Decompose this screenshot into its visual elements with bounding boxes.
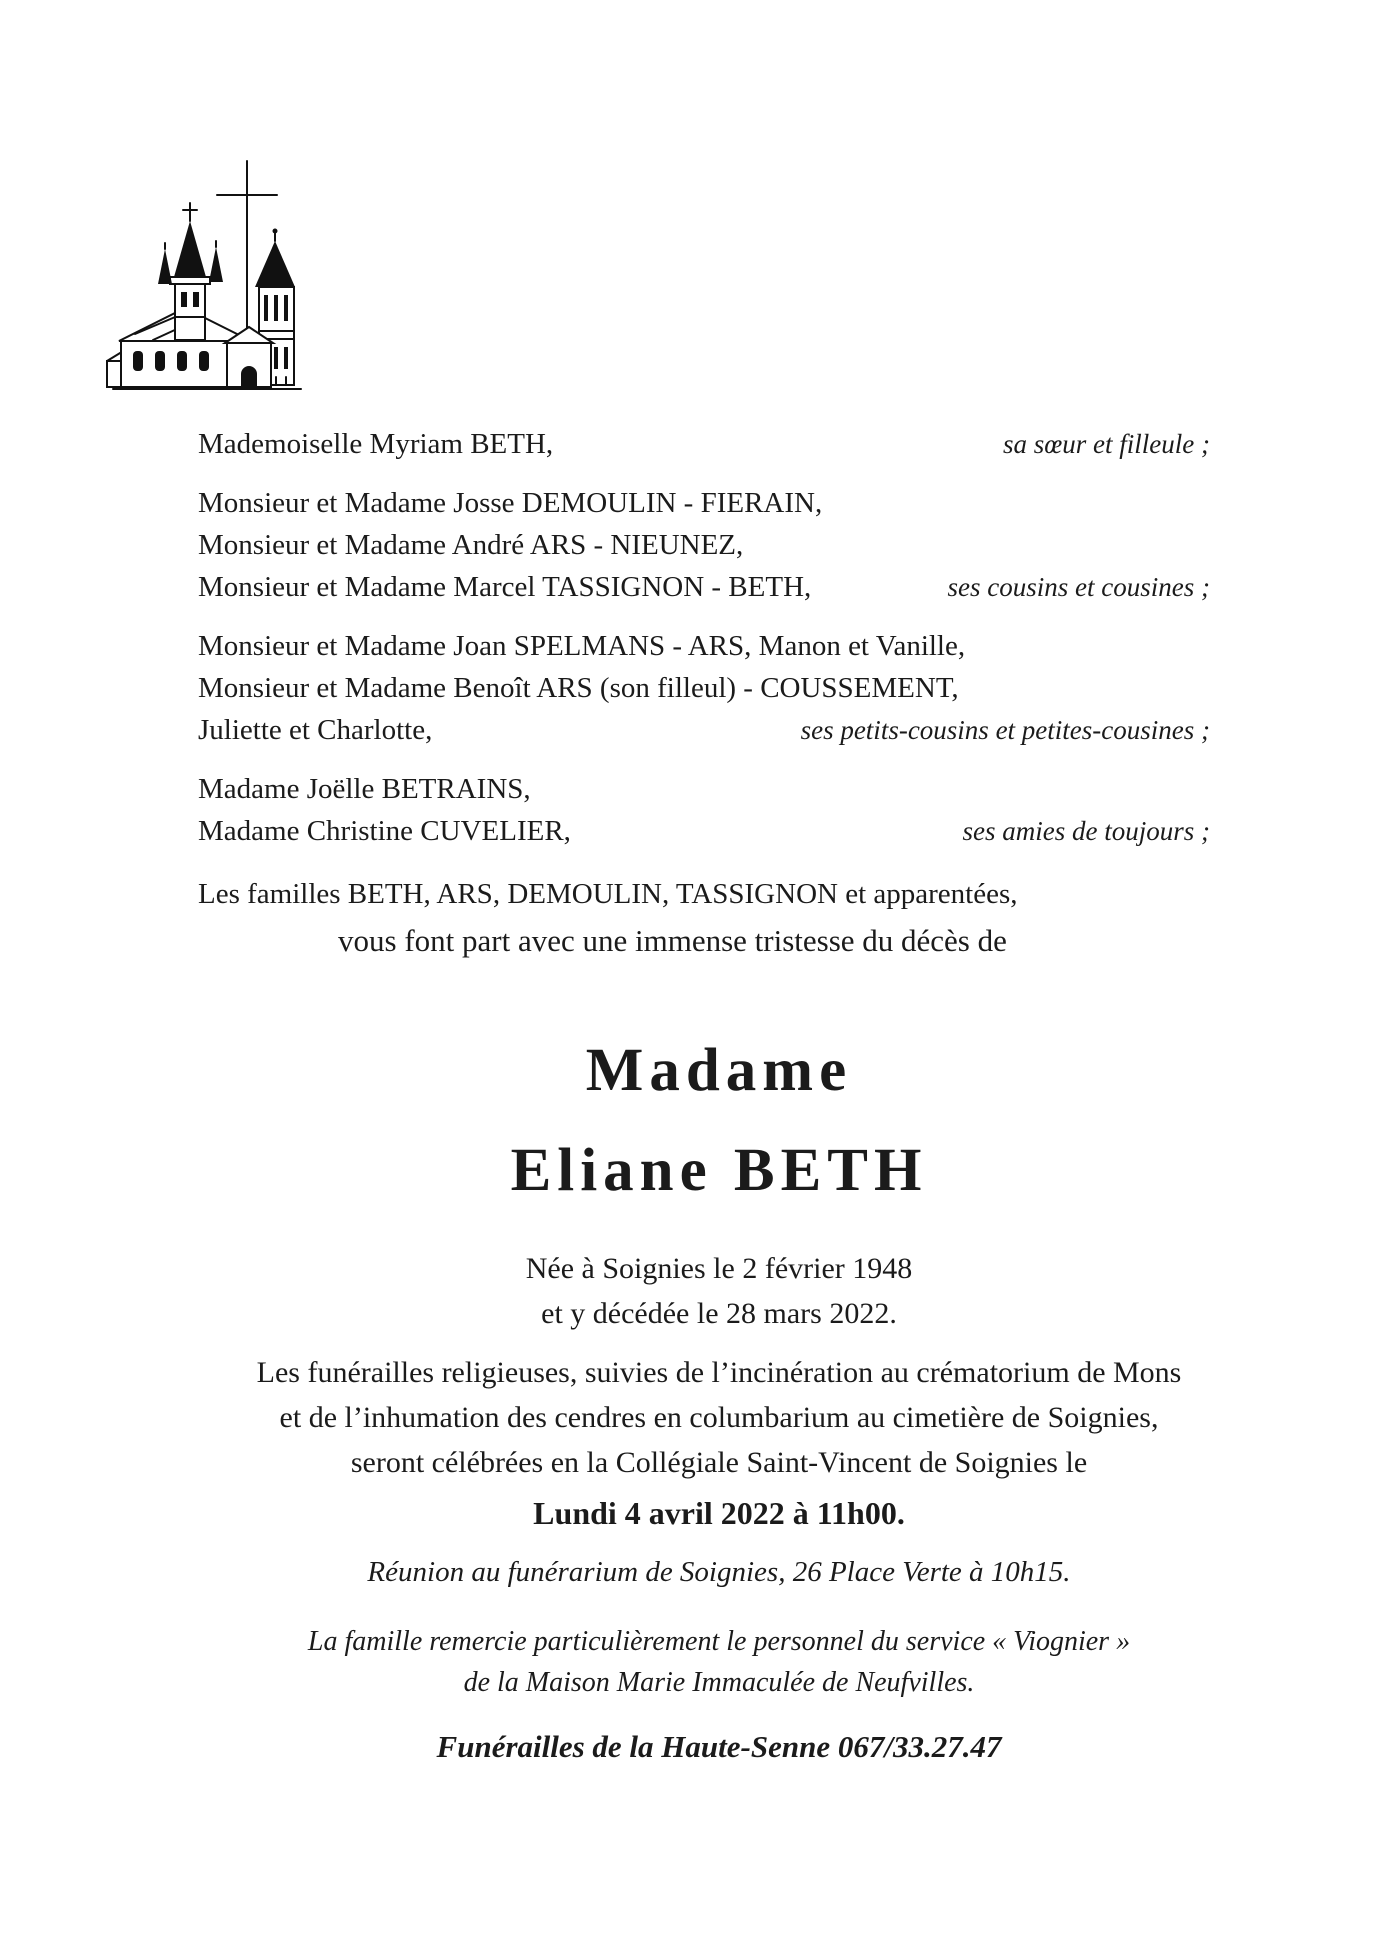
mourner-name: Juliette et Charlotte, (198, 714, 433, 746)
church-engraving-logo (95, 145, 315, 395)
mourner-name: Monsieur et Madame Benoît ARS (son filleul) - COUSSEMENT, (198, 672, 959, 704)
mourner-name: Monsieur et Madame Marcel TASSIGNON - BETH, (198, 571, 812, 603)
mourner-name: Monsieur et Madame Josse DEMOULIN - FIERAIN, (198, 487, 823, 519)
mourner-name: Mademoiselle Myriam BETH, (198, 428, 554, 460)
relation-label: ses amies de toujours ; (962, 816, 1210, 846)
announcement-sentence: vous font part avec une immense tristesse du décès de (338, 923, 1007, 958)
vital-dates (60, 1246, 1378, 1336)
thanks-paragraph (60, 1621, 1378, 1703)
thanks-line: La famille remercie particulièrement le personnel du service « Viognier » (307, 1626, 1131, 1657)
mourner-line (198, 423, 1210, 465)
mourner-line (198, 667, 1210, 709)
mourner-line (198, 566, 1210, 608)
mourner-group-petits-cousins (198, 625, 1210, 751)
mourner-group-sister (198, 423, 1210, 465)
ceremony-line: seront célébrées en la Collégiale Saint-Vincent de Soignies le (350, 1446, 1088, 1479)
thanks-line: de la Maison Marie Immaculée de Neufvilles. (463, 1667, 975, 1698)
mourner-line (198, 524, 1210, 566)
deceased-title: Madame (585, 1037, 853, 1104)
mourner-name: Monsieur et Madame André ARS - NIEUNEZ, (198, 529, 744, 561)
mourner-line (198, 768, 1210, 810)
deceased-name: Eliane BETH (510, 1137, 928, 1204)
mourner-name: Madame Joëlle BETRAINS, (198, 773, 531, 805)
ceremony-date: Lundi 4 avril 2022 à 11h00. (533, 1495, 905, 1531)
mourner-name: Monsieur et Madame Joan SPELMANS - ARS, Manon et Vanille, (198, 630, 966, 662)
death-line: et y décédée le 28 mars 2022. (541, 1297, 897, 1330)
mourner-line (198, 709, 1210, 751)
ceremony-paragraph (60, 1350, 1378, 1485)
funeral-home-footer: Funérailles de la Haute-Senne 067/33.27.47 (436, 1729, 1002, 1764)
mourner-line (198, 810, 1210, 852)
mourner-name: Les familles BETH, ARS, DEMOULIN, TASSIGNON et apparentées, (198, 878, 1018, 910)
mourner-name: Madame Christine CUVELIER, (198, 815, 571, 847)
relation-label: ses petits-cousins et petites-cousines ; (800, 715, 1210, 745)
mourner-line (198, 482, 1210, 524)
mourner-group-families (198, 873, 1210, 915)
ceremony-line: Les funérailles religieuses, suivies de l’incinération au crématorium de Mons (256, 1356, 1182, 1389)
mourner-line (198, 625, 1210, 667)
mourner-group-amies (198, 768, 1210, 852)
ceremony-line: et de l’inhumation des cendres en columbarium au cimetière de Soignies, (279, 1401, 1159, 1434)
mourner-line (198, 873, 1210, 915)
mourners-list (198, 423, 1210, 915)
relation-label: ses cousins et cousines ; (947, 572, 1210, 602)
relation-label: sa sœur et filleule ; (1003, 429, 1210, 459)
birth-line: Née à Soignies le 2 février 1948 (525, 1252, 913, 1285)
meeting-info: Réunion au funérarium de Soignies, 26 Place Verte à 10h15. (367, 1556, 1071, 1588)
mourner-group-cousins (198, 482, 1210, 608)
